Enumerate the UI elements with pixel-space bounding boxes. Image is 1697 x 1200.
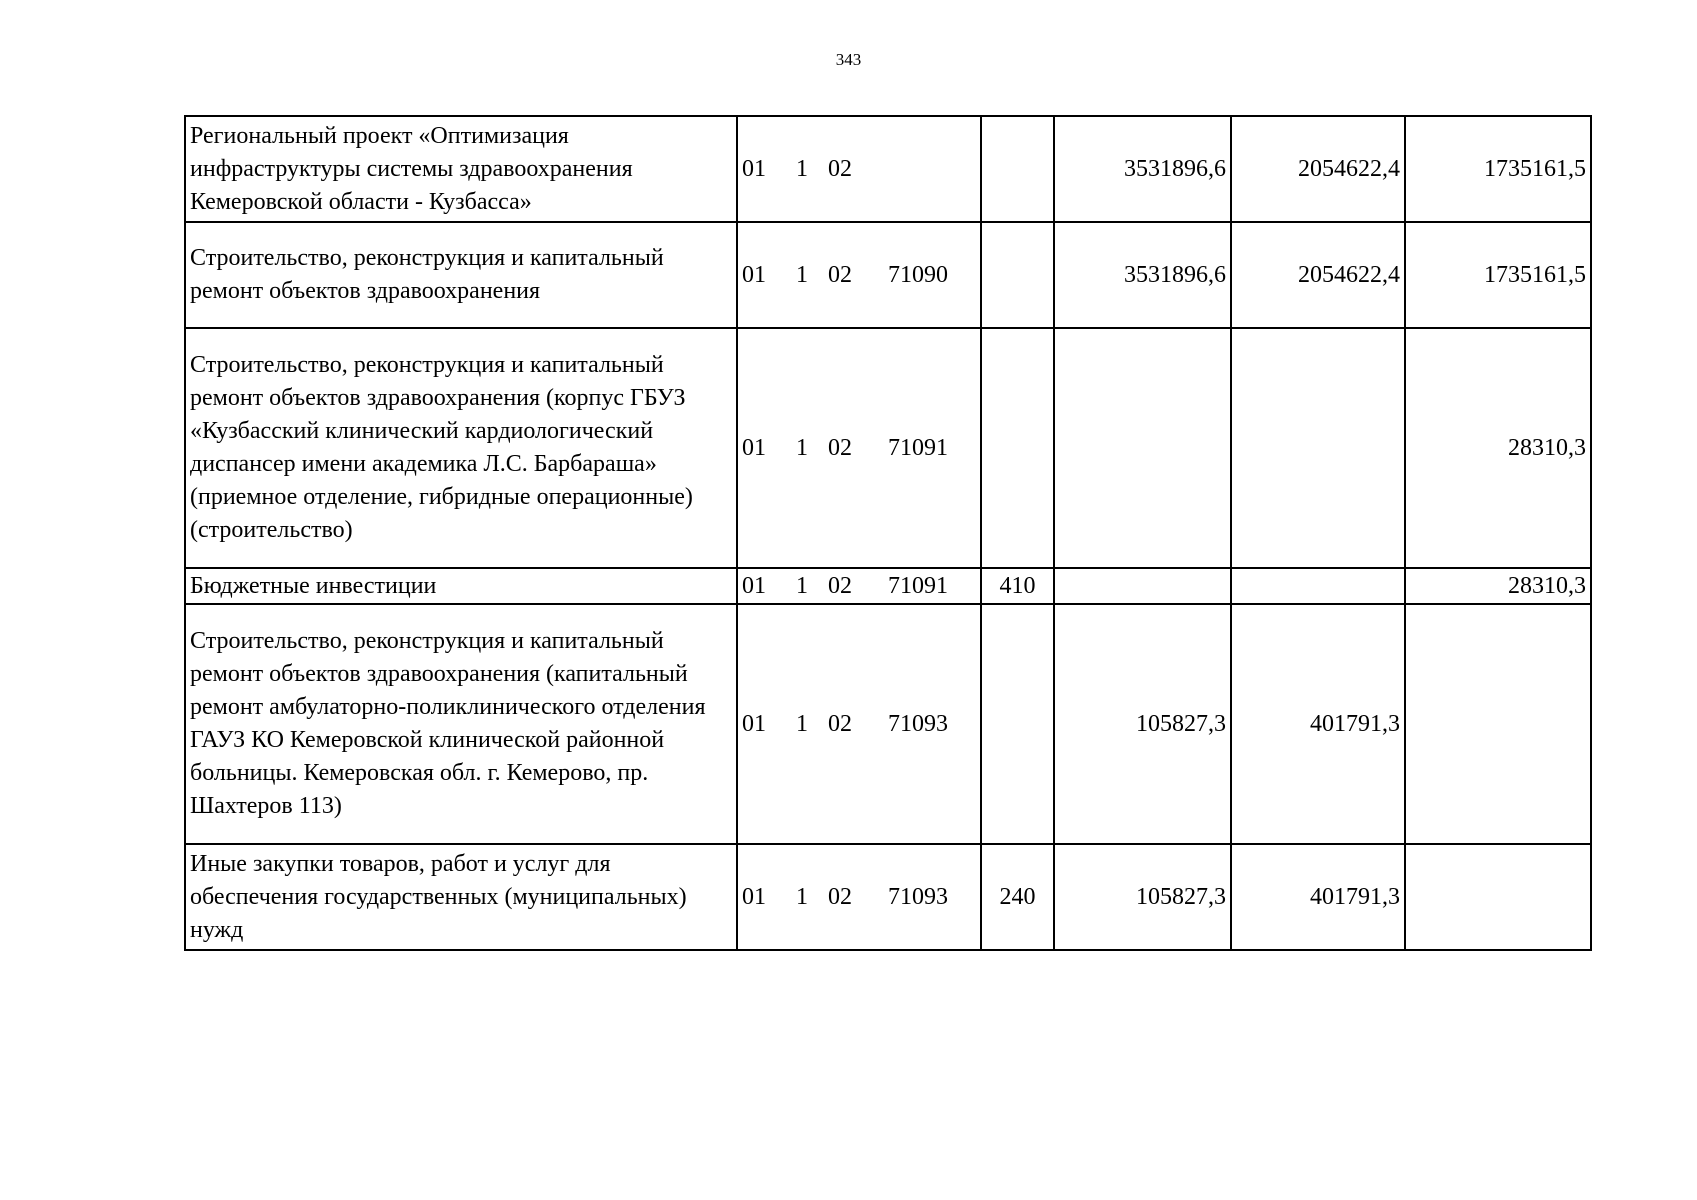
- program-code: 01: [742, 261, 766, 288]
- subprogram-code: 1: [796, 155, 808, 182]
- program-code: 01: [742, 572, 766, 599]
- table-row: [185, 568, 1591, 604]
- table-row: [185, 222, 1591, 328]
- row-codes: [737, 116, 981, 222]
- main-event-code: 02: [828, 434, 852, 461]
- row-name: Строительство, реконструкция и капитальный ремонт объектов здравоохранения: [185, 222, 737, 328]
- expense-type-code: [981, 116, 1054, 222]
- table-row: [185, 328, 1591, 568]
- amount-year-3: [1405, 604, 1591, 844]
- amount-year-2: [1231, 568, 1405, 604]
- amount-year-3: 1735161,5: [1405, 222, 1591, 328]
- expense-type-code: 240: [981, 844, 1054, 950]
- amount-year-1: 105827,3: [1054, 844, 1231, 950]
- row-codes: [737, 844, 981, 950]
- amount-year-3: 28310,3: [1405, 568, 1591, 604]
- expense-type-code: [981, 328, 1054, 568]
- main-event-code: 02: [828, 710, 852, 737]
- amount-year-1: 3531896,6: [1054, 222, 1231, 328]
- subprogram-code: 1: [796, 710, 808, 737]
- amount-year-2: 401791,3: [1231, 604, 1405, 844]
- expense-type-code: [981, 222, 1054, 328]
- direction-code: 71090: [888, 261, 948, 288]
- program-code: 01: [742, 155, 766, 182]
- page-number: 343: [835, 50, 862, 69]
- main-event-code: 02: [828, 155, 852, 182]
- amount-year-3: 1735161,5: [1405, 116, 1591, 222]
- amount-year-2: 2054622,4: [1231, 222, 1405, 328]
- amount-year-2: 401791,3: [1231, 844, 1405, 950]
- table-row: [185, 116, 1591, 222]
- amount-year-2: [1231, 328, 1405, 568]
- row-codes: [737, 568, 981, 604]
- subprogram-code: 1: [796, 572, 808, 599]
- program-code: 01: [742, 710, 766, 737]
- row-codes: [737, 222, 981, 328]
- subprogram-code: 1: [796, 883, 808, 910]
- expense-type-code: [981, 604, 1054, 844]
- direction-code: 71091: [888, 572, 948, 599]
- amount-year-1: 3531896,6: [1054, 116, 1231, 222]
- direction-code: 71091: [888, 434, 948, 461]
- amount-year-3: 28310,3: [1405, 328, 1591, 568]
- row-codes: [737, 604, 981, 844]
- main-event-code: 02: [828, 572, 852, 599]
- amount-year-2: 2054622,4: [1231, 116, 1405, 222]
- expense-type-code: 410: [981, 568, 1054, 604]
- main-event-code: 02: [828, 261, 852, 288]
- subprogram-code: 1: [796, 434, 808, 461]
- table-row: [185, 844, 1591, 950]
- row-name: Строительство, реконструкция и капитальный ремонт объектов здравоохранения (корпус ГБУЗ «Кузбасский клинический кардиологический диспансер имени академика Л.С. Барбараша» (приемное отделение, гибридные операционные) (строительство): [185, 328, 737, 568]
- amount-year-3: [1405, 844, 1591, 950]
- direction-code: 71093: [888, 883, 948, 910]
- subprogram-code: 1: [796, 261, 808, 288]
- table-row: [185, 604, 1591, 844]
- row-codes: [737, 328, 981, 568]
- main-event-code: 02: [828, 883, 852, 910]
- program-code: 01: [742, 434, 766, 461]
- row-name: Бюджетные инвестиции: [185, 568, 737, 604]
- amount-year-1: [1054, 568, 1231, 604]
- row-name: Иные закупки товаров, работ и услуг для обеспечения государственных (муниципальных) нужд: [185, 844, 737, 950]
- amount-year-1: 105827,3: [1054, 604, 1231, 844]
- direction-code: 71093: [888, 710, 948, 737]
- row-name: Региональный проект «Оптимизация инфраструктуры системы здравоохранения Кемеровской области - Кузбасса»: [185, 116, 737, 222]
- row-name: Строительство, реконструкция и капитальный ремонт объектов здравоохранения (капитальный ремонт амбулаторно-поликлинического отделения ГАУЗ КО Кемеровской клинической районной больницы. Кемеровская обл. г. Кемерово, пр. Шахтеров 113): [185, 604, 737, 844]
- program-code: 01: [742, 883, 766, 910]
- budget-table: [184, 115, 1592, 951]
- amount-year-1: [1054, 328, 1231, 568]
